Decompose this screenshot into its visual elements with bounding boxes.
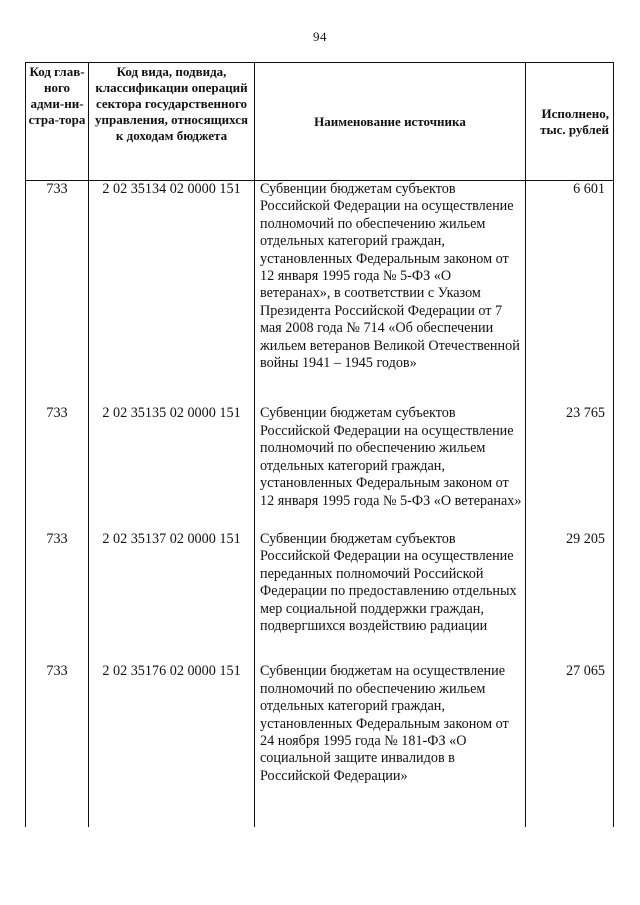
header-type-code: Код вида, подвида, классификации операций сектора государственного управления, относящихся к доходам бюджета [89,63,255,181]
header-admin-code: Код глав-ного адми-ни-стра-тора [26,63,89,181]
table-row [26,663,614,827]
cell-source-name: Субвенции бюджетам субъектов Российской Федерации на осуществление полномочий по обеспечению жильем отдельных категорий граждан, установленных Федеральным законом от 12 января 1995 года № 5-ФЗ «О ветеранах», в соответствии с Указом Президента Российской Федерации от 7 мая 2008 года № 714 «Об обеспечении жильем ветеранов Великой Отечественной войны 1941 – 1945 годов» [255,181,526,406]
table-row [26,181,614,406]
header-row [26,63,614,181]
table-header [26,63,614,181]
revenue-table [25,62,614,827]
header-source-name: Наименование источника [255,63,526,181]
cell-source-name: Субвенции бюджетам субъектов Российской Федерации на осуществление полномочий по обеспечению жильем отдельных категорий граждан, установленных Федеральным законом от 12 января 1995 года № 5-ФЗ «О ветеранах» [255,405,526,530]
cell-classification-code: 2 02 35137 02 0000 151 [89,531,255,663]
cell-classification-code: 2 02 35176 02 0000 151 [89,663,255,827]
cell-admin-code: 733 [26,181,89,406]
cell-admin-code: 733 [26,663,89,827]
cell-admin-code: 733 [26,405,89,530]
table-row [26,405,614,530]
cell-source-name: Субвенции бюджетам на осуществление полномочий по обеспечению жильем отдельных категорий граждан, установленных Федеральным законом от 24 ноября 1995 года № 181-ФЗ «О социальной защите инвалидов в Российской Федерации» [255,663,526,827]
table-row [26,531,614,663]
revenue-table-container [25,62,613,827]
page-number: 94 [313,29,327,44]
cell-amount: 6 601 [526,181,614,406]
cell-classification-code: 2 02 35134 02 0000 151 [89,181,255,406]
cell-source-name: Субвенции бюджетам субъектов Российской Федерации на осуществление переданных полномочий Российской Федерации по предоставлению отдельных мер социальной поддержки граждан, подвергшихся воздействию радиации [255,531,526,663]
cell-classification-code: 2 02 35135 02 0000 151 [89,405,255,530]
cell-admin-code: 733 [26,531,89,663]
header-amount: Исполнено, тыс. рублей [526,63,614,181]
cell-amount: 27 065 [526,663,614,827]
cell-amount: 23 765 [526,405,614,530]
cell-amount: 29 205 [526,531,614,663]
table-body [26,181,614,828]
